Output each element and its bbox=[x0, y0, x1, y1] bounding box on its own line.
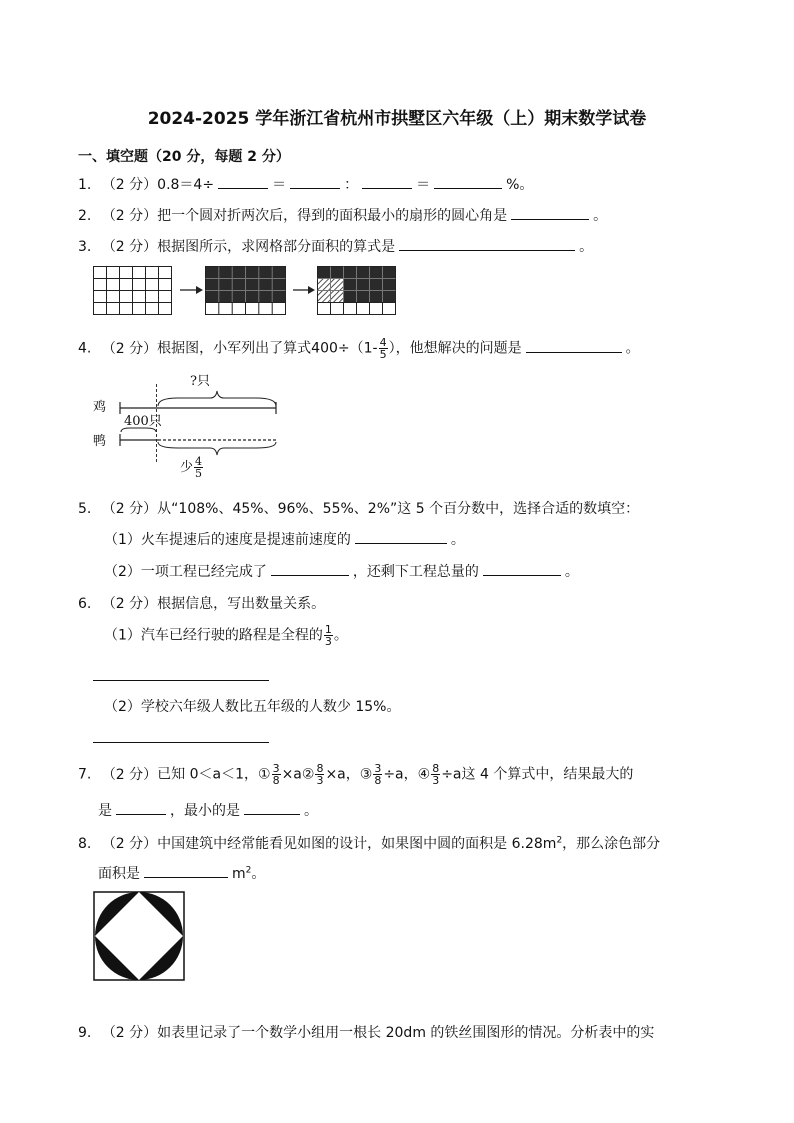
question-text: 从“108%、45%、96%、55%、2%”这 5 个百分数中，选择合适的数填空： bbox=[157, 501, 640, 517]
question-number: 6. bbox=[78, 596, 92, 612]
question-text: ＝ bbox=[272, 177, 287, 193]
question-text: （1）火车提速后的速度是提速前速度的 bbox=[104, 532, 351, 548]
question-text: 中国建筑中经常能看见如图的设计，如果图中圆的面积是 6.28m bbox=[157, 836, 557, 852]
question-text: ： bbox=[344, 177, 359, 193]
question-text: ×a② bbox=[281, 766, 315, 783]
question-score: （2 分） bbox=[101, 766, 158, 783]
question-8 bbox=[78, 833, 660, 853]
chicken-label: 鸡 bbox=[93, 400, 107, 415]
answer-blank[interactable] bbox=[271, 561, 349, 576]
fraction: $\frac{8}{3}$ bbox=[432, 762, 440, 787]
question-number: 9. bbox=[78, 1025, 92, 1041]
question-9 bbox=[78, 1022, 654, 1042]
page-title: 2024-2025 学年浙江省杭州市拱墅区六年级（上）期末数学试卷 bbox=[147, 109, 647, 129]
answer-blank[interactable] bbox=[355, 529, 447, 544]
question-text: ），他想解决的问题是 bbox=[388, 340, 522, 357]
question-text: 0.8＝4÷ bbox=[157, 177, 215, 193]
question-text: ，那么涂色部分 bbox=[562, 836, 661, 852]
question-text: 。 bbox=[304, 803, 318, 819]
question-text: 是 bbox=[98, 803, 112, 819]
question-score: （2 分） bbox=[101, 1025, 158, 1041]
question-text: 。 bbox=[251, 866, 266, 882]
answer-blank[interactable] bbox=[526, 338, 622, 353]
question-2 bbox=[78, 205, 607, 225]
question-text: 。 bbox=[579, 239, 594, 255]
section-heading: 一、填空题（20 分，每题 2 分） bbox=[78, 149, 290, 165]
question-8-line-2 bbox=[98, 863, 265, 883]
answer-blank[interactable] bbox=[116, 800, 166, 815]
question-text: ×a，③ bbox=[325, 766, 373, 783]
grid-figure bbox=[93, 265, 403, 317]
answer-blank[interactable] bbox=[218, 174, 268, 189]
answer-blank[interactable] bbox=[362, 174, 412, 189]
fraction: $\frac{8}{3}$ bbox=[316, 762, 324, 787]
question-text: ，最小的是 bbox=[170, 803, 240, 819]
question-7-line-2 bbox=[98, 800, 318, 820]
question-number: 2. bbox=[78, 208, 92, 224]
known-quantity-label: 400只 bbox=[124, 414, 162, 429]
answer-blank[interactable] bbox=[511, 205, 589, 220]
less-label: 少 $\frac{4}{5}$ bbox=[180, 455, 203, 480]
question-text: 。 bbox=[450, 532, 465, 548]
answer-blank[interactable] bbox=[290, 174, 340, 189]
superscript: 2 bbox=[556, 835, 563, 846]
question-5 bbox=[78, 498, 639, 518]
question-3 bbox=[78, 236, 593, 256]
question-6-part-1 bbox=[104, 624, 348, 647]
question-text: 如表里记录了一个数学小组用一根长 20dm 的铁丝围图形的情况。分析表中的实 bbox=[157, 1025, 655, 1041]
question-score: （2 分） bbox=[101, 340, 158, 357]
question-4 bbox=[78, 337, 640, 360]
question-text: ，还剩下工程总量的 bbox=[352, 564, 479, 580]
question-score: （2 分） bbox=[101, 596, 158, 612]
question-text: 已知 0＜a＜1，① bbox=[157, 766, 271, 783]
question-text: ÷a，④ bbox=[383, 766, 431, 783]
question-text: 面积是 bbox=[98, 866, 140, 882]
question-text: （1）汽车已经行驶的路程是全程的 bbox=[104, 627, 323, 644]
arrow-icon bbox=[293, 286, 315, 294]
question-score: （2 分） bbox=[101, 239, 158, 255]
question-text: %。 bbox=[506, 177, 534, 193]
question-text: 。 bbox=[564, 564, 579, 580]
superscript: 2 bbox=[245, 865, 252, 876]
question-text: 根据图所示，求网格部分面积的算式是 bbox=[157, 239, 396, 255]
question-7 bbox=[78, 763, 633, 786]
question-number: 3. bbox=[78, 239, 92, 255]
arrow-icon bbox=[180, 286, 203, 294]
fraction: $\frac{3}{8}$ bbox=[374, 762, 382, 787]
question-text: ＝ bbox=[416, 177, 431, 193]
question-score: （2 分） bbox=[101, 836, 158, 852]
square-circle-figure bbox=[93, 891, 185, 981]
grid-hatched bbox=[318, 267, 396, 315]
question-text: 。 bbox=[625, 340, 640, 357]
fraction: $\frac{4}{5}$ bbox=[379, 336, 387, 361]
line-segment-diagram bbox=[118, 384, 280, 464]
question-text: ÷a这 4 个算式中，结果最大的 bbox=[441, 766, 634, 783]
fraction: $\frac{1}{3}$ bbox=[324, 623, 332, 648]
question-score: （2 分） bbox=[101, 208, 158, 224]
question-number: 5. bbox=[78, 501, 92, 517]
question-text: m bbox=[232, 866, 246, 882]
answer-blank[interactable] bbox=[144, 863, 228, 878]
answer-blank[interactable] bbox=[483, 561, 561, 576]
fraction: $\frac{3}{8}$ bbox=[272, 762, 280, 787]
question-text: 根据信息，写出数量关系。 bbox=[157, 596, 326, 612]
question-text: （2）一项工程已经完成了 bbox=[104, 564, 267, 580]
fraction: $\frac{4}{5}$ bbox=[195, 455, 203, 480]
grid-shaded bbox=[206, 267, 286, 315]
answer-line[interactable] bbox=[93, 742, 269, 743]
question-score: （2 分） bbox=[101, 501, 158, 517]
question-number: 4. bbox=[78, 340, 92, 357]
question-number: 8. bbox=[78, 836, 92, 852]
question-text: 。 bbox=[333, 627, 348, 644]
question-5-part-1 bbox=[104, 529, 465, 549]
question-number: 7. bbox=[78, 766, 92, 783]
question-number: 1. bbox=[78, 177, 92, 193]
answer-line[interactable] bbox=[93, 680, 269, 681]
question-text: 把一个圆对折两次后，得到的面积最小的扇形的圆心角是 bbox=[157, 208, 508, 224]
grid-empty bbox=[94, 267, 172, 315]
duck-label: 鸭 bbox=[93, 434, 107, 449]
question-1 bbox=[78, 174, 533, 194]
answer-blank[interactable] bbox=[244, 800, 300, 815]
question-quantity-label: ?只 bbox=[190, 374, 210, 389]
question-text: 根据图，小军列出了算式400÷（1- bbox=[157, 340, 378, 357]
question-5-part-2 bbox=[104, 561, 579, 581]
question-score: （2 分） bbox=[101, 177, 158, 193]
answer-blank[interactable] bbox=[434, 174, 502, 189]
question-text: 。 bbox=[593, 208, 608, 224]
answer-blank[interactable] bbox=[399, 236, 575, 251]
question-6 bbox=[78, 593, 325, 613]
question-6-part-2: （2）学校六年级人数比五年级的人数少 15%。 bbox=[104, 699, 401, 715]
